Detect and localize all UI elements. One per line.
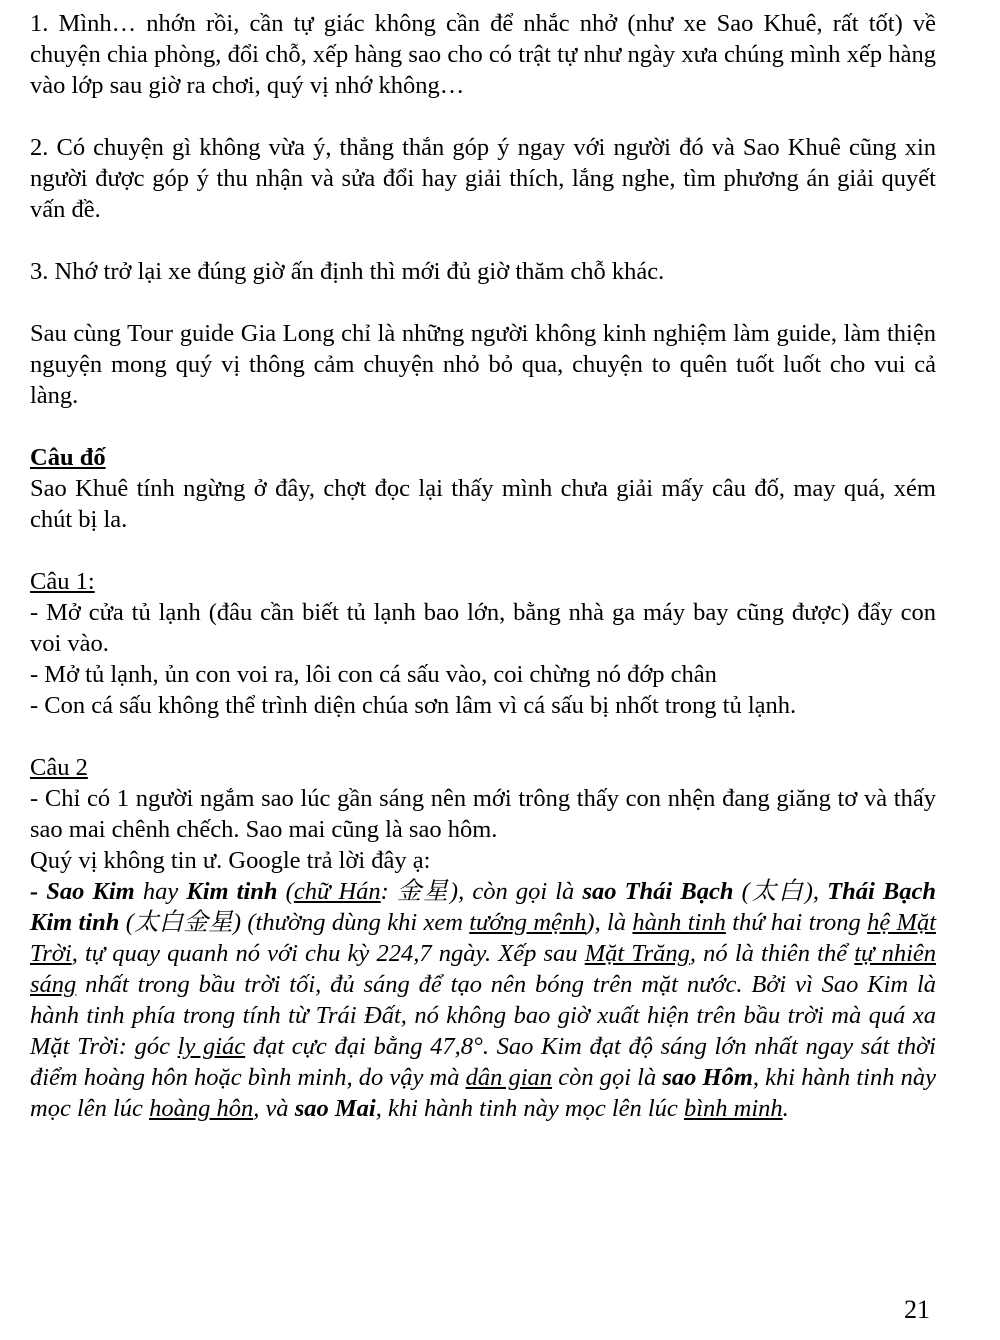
riddle-2-line: Quý vị không tin ư. Google trả lời đây ạ: [30,847,431,874]
riddles-heading: Câu đố [30,444,106,471]
quote-link[interactable]: Mặt Trăng [584,940,690,967]
quote-text: hay [134,878,187,905]
quote-text: , và [253,1095,295,1122]
quote-text: thứ hai trong [725,909,868,936]
spacer [30,721,936,752]
rule-3: 3. Nhớ trở lại xe đúng giờ ấn định thì mới đủ giờ thăm chỗ khác. [30,258,665,285]
quote-link[interactable]: tự nhiên sáng [30,940,937,998]
quote-text: đạt cực đại bằng 47,8°. Sao Kim đạt độ sáng lớn nhất ngay sát thời điểm hoàng hôn hoặc bình minh, do vậy mà [30,1033,936,1091]
quote-bold: sao Mai [294,1095,376,1122]
riddle-1-line: - Mở tủ lạnh, ủn con voi ra, lôi con cá sấu vào, coi chừng nó đớp chân [30,661,717,688]
venus-quote [30,876,936,1124]
quote-bold: Kim tinh [186,878,278,905]
quote-text: , khi hành tinh này mọc lên lúc [375,1095,684,1122]
quote-bold: sao Thái Bạch [582,878,734,905]
riddles-intro: Sao Khuê tính ngừng ở đây, chợt đọc lại thấy mình chưa giải mấy câu đố, may quá, xém chút bị la. [30,475,936,533]
riddle-1-line: - Con cá sấu không thể trình diện chúa sơn lâm vì cá sấu bị nhốt trong tủ lạnh. [30,692,797,719]
quote-text: nhất trong bầu trời tối, đủ sáng để tạo nên bóng trên mặt nước. Bởi vì Sao Kim là hành tinh phía trong tính từ Trái Đất, nó không bao giờ xuất hiện trên bầu trời mà quá xa Mặt Trời: góc [30,971,936,1060]
quote-text: , nó là thiên thể [689,940,855,967]
spacer [30,535,936,566]
quote-text: (太白金星) (thường dùng khi xem [119,909,470,936]
quote-link[interactable]: hoàng hôn [149,1095,254,1122]
quote-text: . [782,1095,789,1122]
riddle-1-line: - Mở cửa tủ lạnh (đâu cần biết tủ lạnh bao lớn, bằng nhà ga máy bay cũng được) đẩy con voi vào. [30,599,936,657]
spacer [30,411,936,442]
quote-link[interactable]: hệ Mặt Trời [30,909,937,967]
quote-text: : 金星), còn gọi là [380,878,583,905]
closing-paragraph: Sau cùng Tour guide Gia Long chỉ là những người không kinh nghiệm làm guide, làm thiện nguyện mong quý vị thông cảm chuyện nhỏ bỏ qua, chuyện to quên tuốt luốt cho vui cả làng. [30,320,936,409]
rule-1: 1. Mình… nhớn rồi, cần tự giác không cần để nhắc nhở (như xe Sao Khuê, rất tốt) về chuyện chia phòng, đổi chỗ, xếp hàng sao cho có trật tự như ngày xưa chúng mình xếp hàng vào lớp sau giờ ra chơi, quý vị nhớ không… [30,10,936,99]
quote-link[interactable]: dân gian [465,1064,553,1091]
document-page [30,8,936,1124]
spacer [30,287,936,318]
quote-text: (太白), [733,878,828,905]
quote-text: ), là [586,909,633,936]
quote-bold: sao Hôm [662,1064,753,1091]
spacer [30,101,936,132]
page-number: 21 [904,1295,930,1324]
quote-text: ( [277,878,294,905]
spacer [30,225,936,256]
quote-link[interactable]: hành tinh [632,909,726,936]
quote-bold: - Sao Kim [30,878,135,905]
quote-bold: Thái Bạch Kim tinh [30,878,936,936]
riddle-1-title: Câu 1: [30,568,95,595]
rule-2: 2. Có chuyện gì không vừa ý, thẳng thắn góp ý ngay với người đó và Sao Khuê cũng xin người được góp ý thu nhận và sửa đổi hay giải thích, lắng nghe, tìm phương án giải quyết vấn đề. [30,134,936,223]
riddle-2-line: - Chỉ có 1 người ngắm sao lúc gần sáng nên mới trông thấy con nhện đang giăng tơ và thấy sao mai chênh chếch. Sao mai cũng là sao hôm. [30,785,936,843]
quote-link[interactable]: chữ Hán [293,878,381,905]
quote-link[interactable]: ly giác [177,1033,246,1060]
quote-text: còn gọi là [552,1064,663,1091]
quote-text: , khi hành tinh này mọc lên lúc [30,1064,936,1122]
quote-text: , tự quay quanh nó với chu kỳ 224,7 ngày. Xếp sau [71,940,585,967]
quote-link[interactable]: bình minh [683,1095,783,1122]
quote-link[interactable]: tướng mệnh [469,909,587,936]
riddle-2-title: Câu 2 [30,754,88,781]
